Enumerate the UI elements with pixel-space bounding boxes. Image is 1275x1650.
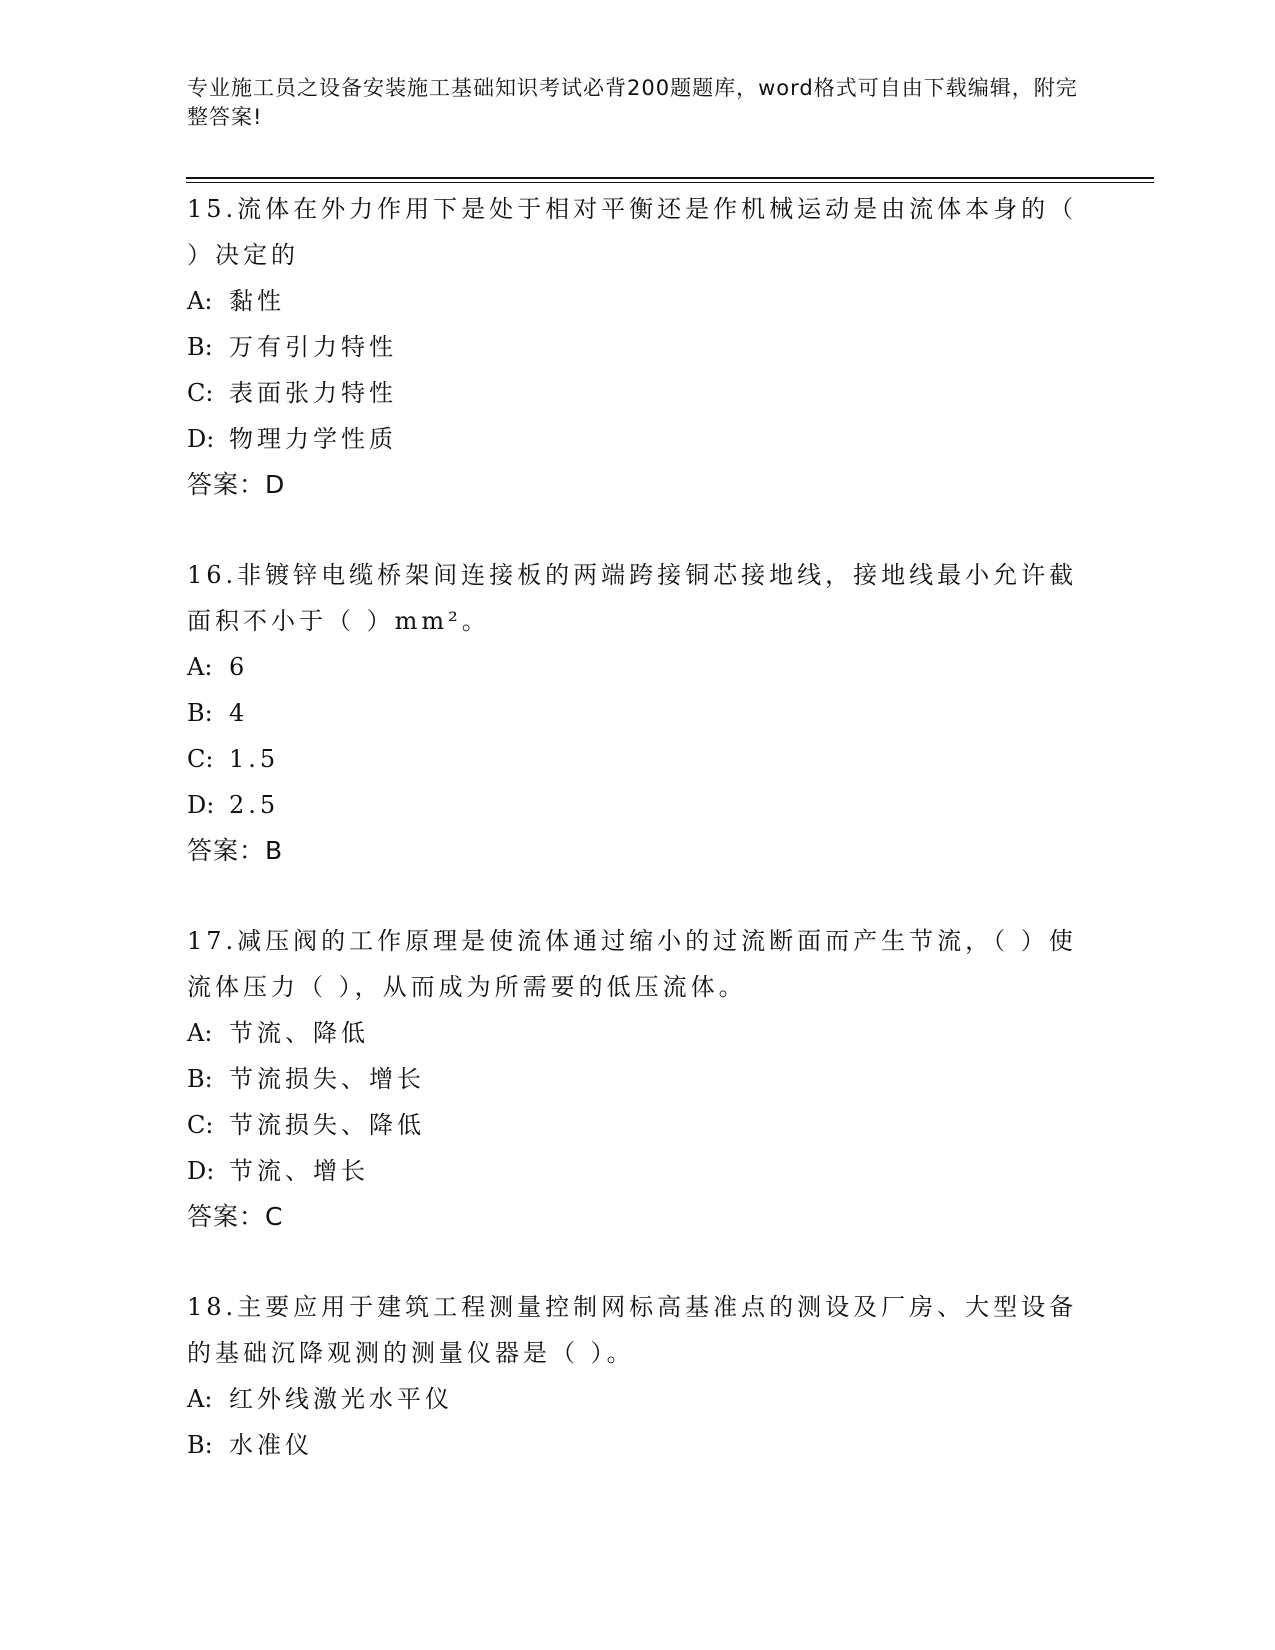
option-c [187, 1102, 1087, 1148]
option-b [187, 1056, 1087, 1102]
option-letter: B: [187, 1065, 213, 1093]
question-16 [187, 552, 1087, 874]
option-text: 表面张力特性 [229, 379, 397, 407]
option-letter: B: [187, 333, 213, 361]
option-letter: A: [187, 287, 213, 315]
question-stem: 17.减压阀的工作原理是使流体通过缩小的过流断面而产生节流，（ ）使流体压力（ ），从而成为所需要的低压流体。 [187, 927, 1077, 1001]
option-text: 黏性 [229, 287, 285, 315]
option-b [187, 324, 1087, 370]
header-divider-thin [186, 182, 1154, 183]
option-letter: D: [187, 425, 215, 453]
option-b [187, 1422, 1087, 1468]
option-a [187, 644, 1087, 690]
option-letter: A: [187, 1385, 213, 1413]
option-text: 4 [229, 699, 249, 727]
option-text: 1.5 [229, 745, 280, 773]
option-c [187, 736, 1087, 782]
option-letter: B: [187, 699, 213, 727]
option-d [187, 416, 1087, 462]
option-letter: C: [187, 1111, 214, 1139]
option-letter: A: [187, 1019, 213, 1047]
option-letter: C: [187, 379, 214, 407]
option-letter: A: [187, 653, 213, 681]
option-text: 物理力学性质 [229, 425, 397, 453]
header-divider-thick [186, 177, 1154, 179]
option-a [187, 1010, 1087, 1056]
question-stem: 16.非镀锌电缆桥架间连接板的两端跨接铜芯接地线，接地线最小允许截面积不小于（ ）mm²。 [187, 561, 1078, 635]
option-letter: D: [187, 1157, 215, 1185]
option-text: 水准仪 [229, 1431, 313, 1459]
header-title: 专业施工员之设备安装施工基础知识考试必背200题题库，word格式可自由下载编辑，附完整答案! [187, 76, 1078, 129]
question-stem: 15.流体在外力作用下是处于相对平衡还是作机械运动是由流体本身的（ ）决定的 [187, 195, 1078, 269]
question-stem: 18.主要应用于建筑工程测量控制网标高基准点的测设及厂房、大型设备的基础沉降观测的测量仪器是（ ）。 [187, 1293, 1078, 1367]
option-text: 节流、增长 [229, 1157, 369, 1185]
option-c [187, 370, 1087, 416]
document-header [187, 74, 1087, 132]
option-d [187, 782, 1087, 828]
option-letter: C: [187, 745, 214, 773]
option-letter: D: [187, 791, 215, 819]
option-text: 2.5 [229, 791, 280, 819]
option-a [187, 1376, 1087, 1422]
answer-line: 答案：C [187, 1202, 284, 1231]
option-a [187, 278, 1087, 324]
option-d [187, 1148, 1087, 1194]
question-18 [187, 1284, 1087, 1468]
option-text: 万有引力特性 [229, 333, 397, 361]
answer-line: 答案：D [187, 470, 286, 499]
question-15 [187, 186, 1087, 508]
question-list [187, 186, 1087, 1468]
option-text: 节流、降低 [229, 1019, 369, 1047]
option-text: 节流损失、增长 [229, 1065, 425, 1093]
option-text: 红外线激光水平仪 [229, 1385, 453, 1413]
option-letter: B: [187, 1431, 213, 1459]
answer-line: 答案：B [187, 836, 284, 865]
option-text: 6 [229, 653, 249, 681]
question-17 [187, 918, 1087, 1240]
option-text: 节流损失、降低 [229, 1111, 425, 1139]
option-b [187, 690, 1087, 736]
